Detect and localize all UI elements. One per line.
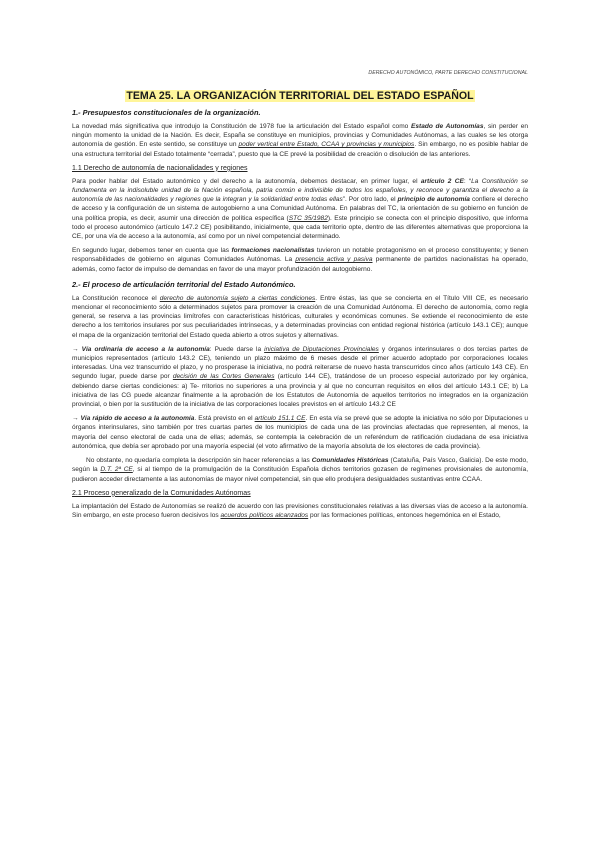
paragraph: No obstante, no quedaría completa la descripción sin hacer referencias a las Comunidades Históricas (Cataluña, País Vasco, Galicia). De este modo, según la D.T. 2ª CE, si al tiempo de la promulgación de la Constitución Española dichos territorios gozasen de regímenes provisionales de autonomía, pudieron acceder directamente a las autonomías de mayor nivel competencial, sin que ello produjera desigualdades sustantivas entre CCAA.: [72, 457, 529, 483]
running-header: DERECHO AUTONÓMICO, PARTE DERECHO CONSTITUCIONAL: [368, 70, 528, 76]
document-title: TEMA 25. LA ORGANIZACIÓN TERRITORIAL DEL ESTADO ESPAÑOL: [126, 90, 474, 102]
paragraph: La Constitución reconoce el derecho de autonomía sujeto a ciertas condiciones. Entre éstas, las que se concierta en el Título VIII CE, es necesario mencionar el reconocimiento sólo a determinados sujetos para promover la creación de una Comunidad Autónoma. El derecho de autonomía, como regla general, se reserva a las provincias limítrofes con características históricas, culturales y económicas comunes. Se extiende el reconocimiento de este derecho a los territorios insulares por sus peculiaridades intrínsecas, y a determinadas provincias con entidad regional histórica (artículo 143.1 CE); aunque el mapa de la organización territorial del Estado queda abierto a otros sujetos y alternativas.: [72, 294, 528, 339]
paragraph: → Vía rápido de acceso a la autonomía. Está previsto en el artículo 151.1 CE. En esta vía se prevé que se adopte la iniciativa no sólo por Diputaciones u órganos interinsulares, sino también por tres cuartas partes de los municipios de cada una de las provincias afectadas que representen, al menos, la mayoría del censo electoral de cada una de ellas; además, se contempla la celebración de un referéndum de ratificación ciudadana de esa iniciativa autonómica, que debía ser aprobado por una mayoría especial (el voto afirmativo de la mayoría absoluta de los electores de cada provincia).: [72, 415, 528, 450]
paragraph: En segundo lugar, debemos tener en cuenta que las formaciones nacionalistas tuvieron un notable protagonismo en el proceso constituyente; y tienen responsabilidades de gobierno en algunas Comunidades Autónomas. La presencia activa y pasiva permanente de partidos nacionalistas ha operado, además, como factor de impulso de demandas en favor de una mayor profundización del autogobierno.: [72, 247, 528, 273]
paragraph: La implantación del Estado de Autonomías se realizó de acuerdo con las previsiones constitucionales relativas a las diversas vías de acceso a la autonomía. Sin embargo, en este proceso fueron decisivos los acuerdos políticos alcanzados por las formaciones políticas, entonces hegemónica en el Estado,: [72, 502, 528, 519]
document-page: [72, 70, 528, 520]
paragraph: La novedad más significativa que introdujo la Constitución de 1978 fue la articulación del Estado español como Estado de Autonomías, sin perder en ningún momento la unidad de la Nación. Es decir, España se constituye en municipios, provincias y Comunidades Autónomas, a las cuales se les otorga autonomía de gestión. En este sentido, se constituye un poder vertical entre Estado, CCAA y provincias y municipios. Sin embargo, no es posible hablar de una estructura territorial del Estado totalmente “cerrada”, puesto que la CE prevé la posibilidad de creación o disolución de las anteriores.: [72, 123, 528, 158]
subsection-heading-2-1: 2.1 Proceso generalizado de la Comunidades Autónomas: [72, 489, 251, 497]
section-heading-1: 1.- Presupuestos constitucionales de la organización.: [72, 108, 261, 117]
section-heading-2: 2.- El proceso de articulación territorial del Estado Autonómico.: [72, 279, 296, 289]
paragraph: Para poder hablar del Estado autonómico y del derecho a la autonomía, debemos destacar, en primer lugar, el artículo 2 CE: “La Constitución se fundamenta en la indisoluble unidad de la Nación española, patria común e indivisible de todos los españoles, y reconoce y garantiza el derecho a la autonomía de las nacionalidades y regiones que la integran y la solidaridad entre todas ellas”. Por otro lado, el principio de autonomía confiere el derecho de acceso y la configuración de un sistema de autogobierno a una Comunidad Autónoma. En palabras del TC, la orientación de su gobierno en función de una política propia, es decir, asumir una dirección de política específica (STC 35/1982). Este principio se conecta con el principio dispositivo, que informa todo el proceso autonómico (artículo 147.2 CE) posibilitando, inicialmente, que cada territorio opte, dentro de las diferentes alternativas que proporciona la CE, por una vía de acceso a la autonomía, así como por un nivel competencial determinado.: [72, 177, 528, 241]
paragraph: → Vía ordinaria de acceso a la autonomía: Puede darse la iniciativa de Diputaciones Provinciales y órganos interinsulares o dos tercias partes de municipios representados (artículo 143.2 CE), teniendo un plazo máximo de 6 meses desde el primer acuerdo adoptado por corporaciones locales interesadas. Una vez transcurrido el plazo, y no prosperase la iniciativa, no podrá reiterarse de nuevo hasta transcurridos cinco años (artículo 143 CE). En segundo lugar, puede darse por decisión de las Cortes Generales (artículo 144 CE), tratándose de un proceso especial autorizado por ley orgánica, debiendo darse ciertas condiciones: a) Te- rritorios no superiores a una provincia y al que no concurran requisitos en ellos del artículo 143.1 CE; b) La iniciativa de las CG puede alcanzar finalmente a la aprobación de los Estatutos de Autonomía de aquellos territorios no integrados en la organización provincial, o bien por la sustitución de la iniciativa de las corporaciones locales previstos en el artículo 143.2 CE: [72, 345, 529, 409]
subsection-heading-1-1: 1.1 Derecho de autonomía de nacionalidades y regiones: [72, 164, 248, 172]
